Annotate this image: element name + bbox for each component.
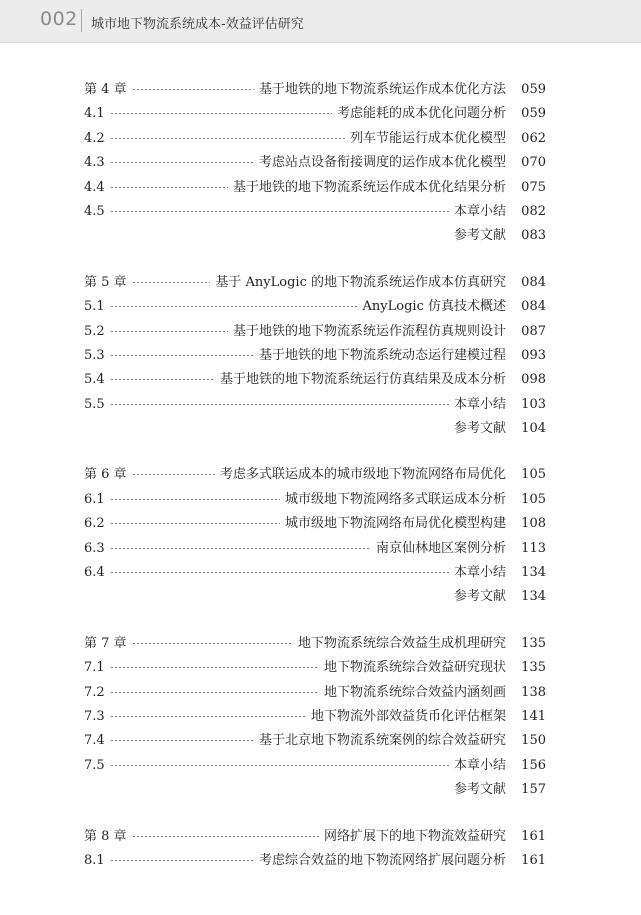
section-number: 5.1 xyxy=(84,299,105,315)
page-number-ref: 083 xyxy=(521,228,546,244)
dot-leader xyxy=(110,765,449,766)
section-title: 地下物流外部效益货币化评估框架 xyxy=(310,708,506,724)
toc-chapter-entry[interactable] xyxy=(84,825,546,849)
dot-leader xyxy=(110,404,449,405)
page-number-ref: 161 xyxy=(521,828,546,844)
section-number: 6.1 xyxy=(84,491,105,507)
toc-section-entry[interactable] xyxy=(84,681,546,705)
page-number-ref: 156 xyxy=(521,757,546,773)
section-title: AnyLogic 仿真技术概述 xyxy=(362,299,506,315)
section-number: 5.2 xyxy=(84,323,105,339)
section-number: 4.1 xyxy=(84,106,105,122)
dot-leader xyxy=(110,572,449,573)
toc-section-entry[interactable] xyxy=(84,561,546,585)
page-number-ref: 134 xyxy=(521,589,546,605)
dot-leader xyxy=(110,113,332,114)
section-title: 本章小结 xyxy=(453,203,506,219)
dot-leader xyxy=(110,306,358,307)
dot-leader xyxy=(110,860,254,861)
toc-section-entry[interactable] xyxy=(84,320,546,344)
chapter-number: 第 4 章 xyxy=(84,82,127,97)
page-number-ref: 082 xyxy=(521,203,546,219)
chapter-block xyxy=(84,463,546,609)
chapter-block xyxy=(84,825,546,874)
dot-leader xyxy=(132,836,319,837)
toc-section-entry[interactable] xyxy=(84,393,546,417)
dot-leader xyxy=(132,89,254,90)
toc-section-entry[interactable] xyxy=(84,151,546,175)
dot-leader xyxy=(110,379,215,380)
section-number: 4.4 xyxy=(84,179,105,195)
section-number: 6.3 xyxy=(84,540,105,556)
section-number: 5.3 xyxy=(84,347,105,363)
toc-chapter-entry[interactable] xyxy=(84,463,546,487)
page-number-ref: 105 xyxy=(521,467,546,483)
toc-section-entry[interactable] xyxy=(84,344,546,368)
page-number-ref: 070 xyxy=(521,155,546,171)
page-number-ref: 161 xyxy=(521,852,546,868)
toc-references-entry[interactable] xyxy=(84,585,546,609)
toc-chapter-entry[interactable] xyxy=(84,271,546,295)
toc-section-entry[interactable] xyxy=(84,488,546,512)
dot-leader xyxy=(110,740,254,741)
chapter-title: 网络扩展下的地下物流效益研究 xyxy=(323,828,506,844)
page-number-ref: 084 xyxy=(521,274,546,290)
references-title: 参考文献 xyxy=(453,421,506,437)
toc-section-entry[interactable] xyxy=(84,656,546,680)
dot-leader xyxy=(110,211,449,212)
toc-section-entry[interactable] xyxy=(84,200,546,224)
section-number: 7.1 xyxy=(84,660,105,676)
section-number: 7.2 xyxy=(84,684,105,700)
dot-leader xyxy=(110,716,306,717)
chapter-block xyxy=(84,632,546,803)
section-title: 本章小结 xyxy=(453,396,506,412)
section-number: 6.4 xyxy=(84,565,105,581)
section-title: 地下物流系统综合效益研究现状 xyxy=(323,660,506,676)
chapter-title: 基于地铁的地下物流系统运作成本优化方法 xyxy=(258,82,506,97)
toc-section-entry[interactable] xyxy=(84,176,546,200)
toc-chapter-entry[interactable] xyxy=(84,632,546,656)
section-title: 城市级地下物流网络布局优化模型构建 xyxy=(284,516,506,532)
section-title: 考虑站点设备衔接调度的运作成本优化模型 xyxy=(258,155,506,171)
dot-leader xyxy=(132,282,211,283)
dot-leader xyxy=(110,331,228,332)
toc-section-entry[interactable] xyxy=(84,849,546,873)
references-title: 参考文献 xyxy=(453,228,506,244)
page-number-ref: 113 xyxy=(521,540,546,556)
section-number: 6.2 xyxy=(84,516,105,532)
section-title: 考虑综合效益的地下物流网络扩展问题分析 xyxy=(258,852,506,868)
page-number-ref: 059 xyxy=(521,82,546,97)
dot-leader xyxy=(110,138,345,139)
section-number: 4.5 xyxy=(84,203,105,219)
dot-leader xyxy=(110,187,228,188)
dot-leader xyxy=(110,499,280,500)
page-number-ref: 141 xyxy=(521,708,546,724)
page-header xyxy=(0,0,641,43)
toc-section-entry[interactable] xyxy=(84,537,546,561)
section-number: 7.5 xyxy=(84,757,105,773)
chapter-title: 基于 AnyLogic 的地下物流系统运作成本仿真研究 xyxy=(215,274,506,290)
toc-section-entry[interactable] xyxy=(84,368,546,392)
page-number-ref: 138 xyxy=(521,684,546,700)
page-number-ref: 087 xyxy=(521,323,546,339)
section-number: 5.4 xyxy=(84,372,105,388)
section-number: 4.2 xyxy=(84,130,105,146)
section-title: 基于地铁的地下物流系统运作流程仿真规则设计 xyxy=(232,323,506,339)
chapter-number: 第 8 章 xyxy=(84,828,127,844)
section-title: 地下物流系统综合效益内涵刻画 xyxy=(323,684,506,700)
dot-leader xyxy=(110,355,254,356)
toc-section-entry[interactable] xyxy=(84,512,546,536)
toc-section-entry[interactable] xyxy=(84,295,546,319)
section-number: 7.3 xyxy=(84,708,105,724)
toc-section-entry[interactable] xyxy=(84,705,546,729)
page-number-ref: 108 xyxy=(521,516,546,532)
section-number: 7.4 xyxy=(84,733,105,749)
dot-leader xyxy=(132,643,293,644)
section-title: 基于北京地下物流系统案例的综合效益研究 xyxy=(258,733,506,749)
references-title: 参考文献 xyxy=(453,589,506,605)
section-title: 基于地铁的地下物流系统运行仿真结果及成本分析 xyxy=(219,372,506,388)
page-number-ref: 075 xyxy=(521,179,546,195)
section-number: 5.5 xyxy=(84,396,105,412)
toc-references-entry[interactable] xyxy=(84,778,546,802)
dot-leader xyxy=(110,667,319,668)
section-title: 城市级地下物流网络多式联运成本分析 xyxy=(284,491,506,507)
chapter-number: 第 5 章 xyxy=(84,274,127,290)
page-number-ref: 135 xyxy=(521,635,546,651)
page-number-ref: 084 xyxy=(521,299,546,315)
chapter-number: 第 7 章 xyxy=(84,635,127,651)
dot-leader xyxy=(132,474,215,475)
chapter-block xyxy=(84,271,546,442)
toc-section-entry[interactable] xyxy=(84,729,546,753)
section-title: 基于地铁的地下物流系统动态运行建模过程 xyxy=(258,347,506,363)
page-number-ref: 134 xyxy=(521,565,546,581)
page-number-ref: 098 xyxy=(521,372,546,388)
toc-chapter-entry[interactable] xyxy=(84,78,546,102)
page-number-ref: 059 xyxy=(521,106,546,122)
chapter-title: 地下物流系统综合效益生成机理研究 xyxy=(297,635,506,651)
chapter-title: 考虑多式联运成本的城市级地下物流网络布局优化 xyxy=(219,467,506,483)
section-title: 本章小结 xyxy=(453,565,506,581)
page-number-ref: 150 xyxy=(521,733,546,749)
page-number-ref: 104 xyxy=(521,421,546,437)
dot-leader xyxy=(110,162,254,163)
section-title: 本章小结 xyxy=(453,757,506,773)
section-title: 南京仙林地区案例分析 xyxy=(375,540,506,556)
toc-section-entry[interactable] xyxy=(84,102,546,126)
section-title: 基于地铁的地下物流系统运作成本优化结果分析 xyxy=(232,179,506,195)
toc-references-entry[interactable] xyxy=(84,417,546,441)
page-number-ref: 103 xyxy=(521,396,546,412)
table-of-contents xyxy=(84,78,546,895)
page-number-ref: 105 xyxy=(521,491,546,507)
page-number: 002 xyxy=(40,8,78,30)
header-divider xyxy=(81,9,82,32)
chapter-number: 第 6 章 xyxy=(84,467,127,483)
toc-references-entry[interactable] xyxy=(84,224,546,248)
chapter-block xyxy=(84,78,546,249)
page-number-ref: 157 xyxy=(521,782,546,798)
dot-leader xyxy=(110,692,319,693)
page-number-ref: 093 xyxy=(521,347,546,363)
book-title: 城市地下物流系统成本-效益评估研究 xyxy=(91,17,304,32)
page-number-ref: 135 xyxy=(521,660,546,676)
references-title: 参考文献 xyxy=(453,782,506,798)
section-number: 8.1 xyxy=(84,852,105,868)
toc-section-entry[interactable] xyxy=(84,754,546,778)
section-title: 列车节能运行成本优化模型 xyxy=(349,130,506,146)
page-number-ref: 062 xyxy=(521,130,546,146)
toc-section-entry[interactable] xyxy=(84,127,546,151)
dot-leader xyxy=(110,523,280,524)
section-number: 4.3 xyxy=(84,155,105,171)
dot-leader xyxy=(110,548,371,549)
section-title: 考虑能耗的成本优化问题分析 xyxy=(336,106,506,122)
